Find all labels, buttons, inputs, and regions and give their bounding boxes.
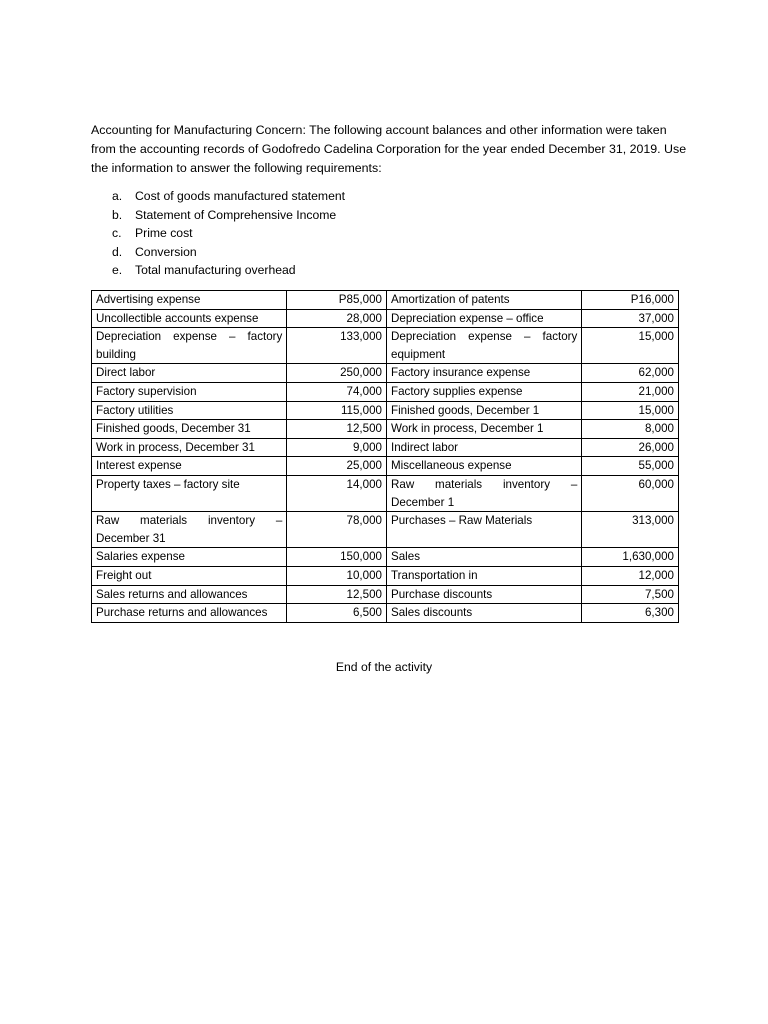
left-account-amount: 14,000 xyxy=(287,475,387,511)
right-account-amount: 313,000 xyxy=(582,512,679,548)
left-account-amount: P85,000 xyxy=(287,291,387,310)
table-row xyxy=(92,566,679,585)
left-account-name: Uncollectible accounts expense xyxy=(92,309,287,328)
right-account-amount: 60,000 xyxy=(582,475,679,511)
left-account-amount: 78,000 xyxy=(287,512,387,548)
table-row xyxy=(92,382,679,401)
right-account-amount: 15,000 xyxy=(582,328,679,364)
left-account-name: Factory utilities xyxy=(92,401,287,420)
list-item xyxy=(112,224,345,243)
table-row xyxy=(92,585,679,604)
left-account-name: Advertising expense xyxy=(92,291,287,310)
left-account-amount: 115,000 xyxy=(287,401,387,420)
list-item-text: Prime cost xyxy=(135,226,193,241)
right-account-amount: 26,000 xyxy=(582,438,679,457)
left-account-amount: 133,000 xyxy=(287,328,387,364)
list-marker: a. xyxy=(112,189,123,203)
list-item-text: Cost of goods manufactured statement xyxy=(135,189,346,203)
table-row xyxy=(92,291,679,310)
left-account-name: Depreciation expense – factory building xyxy=(92,328,287,364)
left-account-name: Direct labor xyxy=(92,364,287,383)
left-account-amount: 10,000 xyxy=(287,566,387,585)
list-marker: b. xyxy=(112,207,123,222)
list-item-text: Total manufacturing overhead xyxy=(135,263,296,278)
right-account-name: Depreciation expense – factory equipment xyxy=(387,328,582,364)
left-account-amount: 9,000 xyxy=(287,438,387,457)
account-balances-table xyxy=(91,290,679,623)
end-note: End of the activity xyxy=(335,660,433,674)
right-account-amount: 6,300 xyxy=(582,604,679,623)
left-account-name: Finished goods, December 31 xyxy=(92,420,287,439)
list-item xyxy=(112,243,345,262)
right-account-name: Purchase discounts xyxy=(387,585,582,604)
table-row xyxy=(92,420,679,439)
table-body xyxy=(92,291,679,623)
table-row xyxy=(92,364,679,383)
right-account-name: Factory insurance expense xyxy=(387,364,582,383)
table-row xyxy=(92,328,679,364)
left-account-amount: 74,000 xyxy=(287,382,387,401)
right-account-amount: 12,000 xyxy=(582,566,679,585)
left-account-name: Freight out xyxy=(92,566,287,585)
table-row xyxy=(92,604,679,623)
list-marker: e. xyxy=(112,263,123,278)
list-item xyxy=(112,187,345,206)
right-account-amount: 37,000 xyxy=(582,309,679,328)
right-account-name: Miscellaneous expense xyxy=(387,457,582,476)
table-row xyxy=(92,438,679,457)
left-account-name: Factory supervision xyxy=(92,382,287,401)
right-account-name: Work in process, December 1 xyxy=(387,420,582,439)
left-account-name: Property taxes – factory site xyxy=(92,475,287,511)
list-item xyxy=(112,206,345,225)
list-marker: c. xyxy=(112,226,122,241)
right-account-amount: 7,500 xyxy=(582,585,679,604)
right-account-name: Sales xyxy=(387,548,582,567)
list-item-text: Conversion xyxy=(135,244,197,259)
table-row xyxy=(92,475,679,511)
left-account-name: Interest expense xyxy=(92,457,287,476)
right-account-name: Raw materials inventory – December 1 xyxy=(387,475,582,511)
table-row xyxy=(92,457,679,476)
left-account-amount: 28,000 xyxy=(287,309,387,328)
right-account-name: Transportation in xyxy=(387,566,582,585)
right-account-amount: P16,000 xyxy=(582,291,679,310)
right-account-amount: 55,000 xyxy=(582,457,679,476)
right-account-name: Purchases – Raw Materials xyxy=(387,512,582,548)
table-row xyxy=(92,401,679,420)
right-account-name: Finished goods, December 1 xyxy=(387,401,582,420)
list-item xyxy=(112,261,345,280)
right-account-amount: 62,000 xyxy=(582,364,679,383)
requirements-list xyxy=(112,187,345,280)
left-account-amount: 25,000 xyxy=(287,457,387,476)
left-account-amount: 150,000 xyxy=(287,548,387,567)
left-account-name: Work in process, December 31 xyxy=(92,438,287,457)
left-account-amount: 12,500 xyxy=(287,420,387,439)
right-account-name: Sales discounts xyxy=(387,604,582,623)
left-account-name: Purchase returns and allowances xyxy=(92,604,287,623)
left-account-name: Sales returns and allowances xyxy=(92,585,287,604)
right-account-amount: 1,630,000 xyxy=(582,548,679,567)
right-account-name: Indirect labor xyxy=(387,438,582,457)
right-account-name: Amortization of patents xyxy=(387,291,582,310)
table-row xyxy=(92,548,679,567)
right-account-name: Factory supplies expense xyxy=(387,382,582,401)
left-account-amount: 6,500 xyxy=(287,604,387,623)
left-account-name: Raw materials inventory – December 31 xyxy=(92,512,287,548)
right-account-amount: 21,000 xyxy=(582,382,679,401)
list-marker: d. xyxy=(112,244,123,259)
right-account-name: Depreciation expense – office xyxy=(387,309,582,328)
table-row xyxy=(92,512,679,548)
table-row xyxy=(92,309,679,328)
left-account-amount: 250,000 xyxy=(287,364,387,383)
right-account-amount: 8,000 xyxy=(582,420,679,439)
left-account-name: Salaries expense xyxy=(92,548,287,567)
intro-paragraph: Accounting for Manufacturing Concern: The following account balances and other information were taken from the accounting records of Godofredo Cadelina Corporation for the year ended December 31, 2019. Use the information to answer the following requirements: xyxy=(91,123,687,175)
list-item-text: Statement of Comprehensive Income xyxy=(135,207,337,222)
left-account-amount: 12,500 xyxy=(287,585,387,604)
right-account-amount: 15,000 xyxy=(582,401,679,420)
